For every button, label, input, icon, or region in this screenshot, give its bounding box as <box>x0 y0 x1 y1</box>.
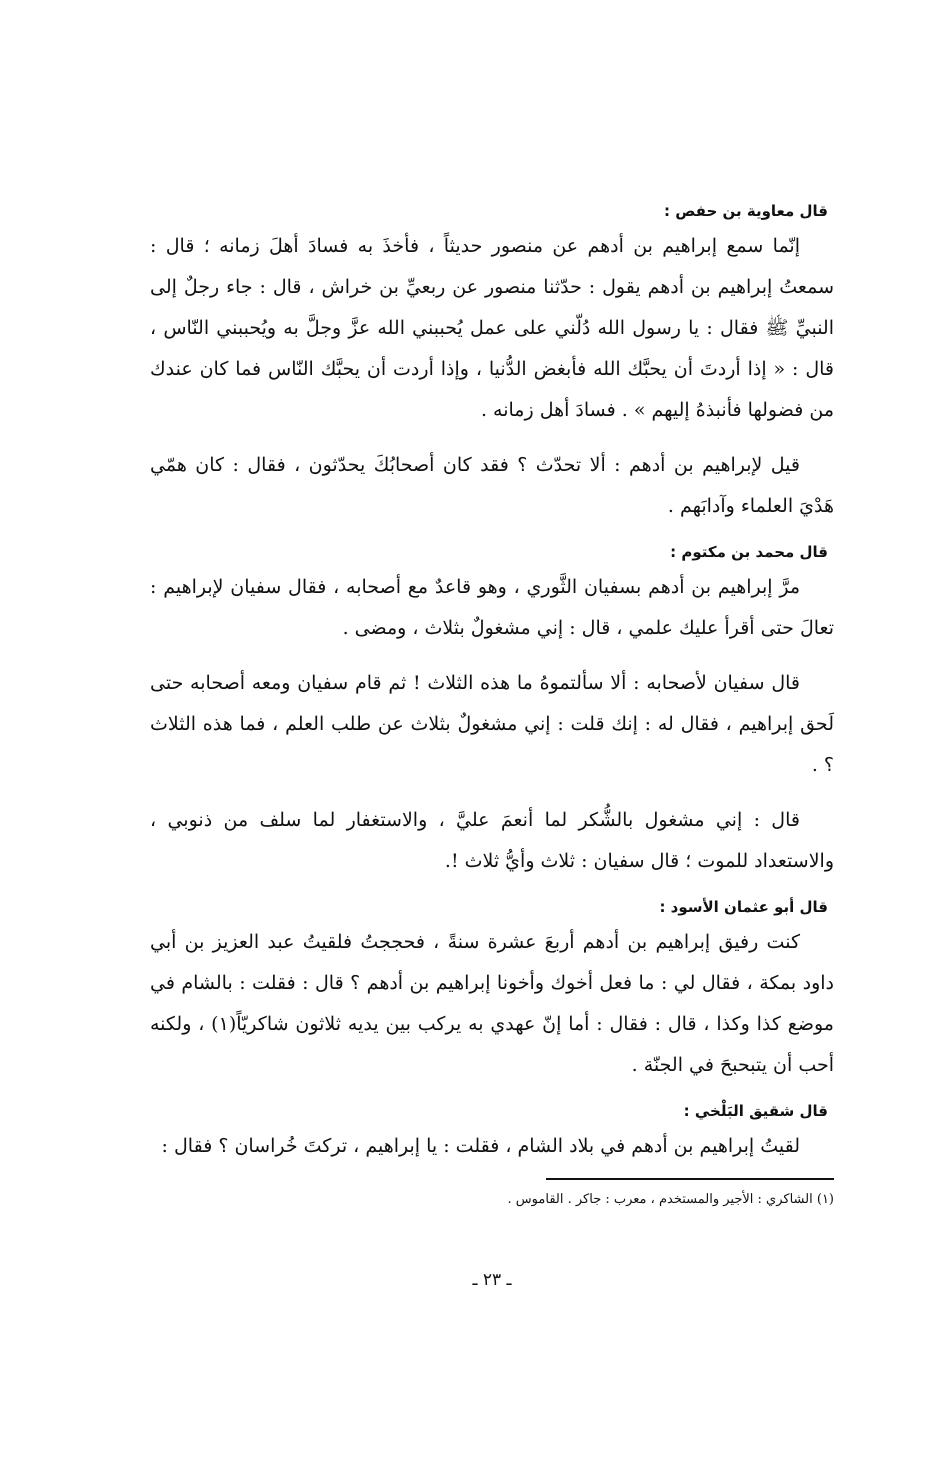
section-heading: قال شقيق البَلْخي : <box>683 1102 828 1120</box>
paragraph: كنت رفيق إبراهيم بن أدهم أربعَ عشرة سنةً ، فحججتُ فلقيتُ عبد العزيز بن أبي داود بمكة ، فقال لي : ما فعل أخوك وأخونا إبراهيم بن أدهم ؟ قال : فقلت : بالشام في موضع كذا وكذا ، قال : فقال : أما إنّ عهدي به يركب بين يديه ثلاثون شاكريّاً(١) ، ولكنه أحب أن يتبحبحَ في الجنّة . <box>150 931 834 1076</box>
section-muawiya <box>150 200 834 527</box>
section-muhammad <box>150 541 834 882</box>
paragraph: مرَّ إبراهيم بن أدهم بسفيان الثَّوري ، وهو قاعدٌ مع أصحابه ، فقال سفيان لإبراهيم : تعالَ حتى أقرأ عليك علمي ، قال : إني مشغولٌ بثلاث ، ومضى . <box>150 576 834 639</box>
section-heading: قال معاوية بن حفص : <box>664 202 828 220</box>
footnote: (١) الشاكري : الأجير والمستخدم ، معرب : جاكر . القاموس . <box>507 1192 834 1207</box>
paragraph: قال سفيان لأصحابه : ألا سألتموهُ ما هذه الثلاث ! ثم قام سفيان ومعه أصحابه حتى لَحق إبراهيم ، فقال له : إنك قلت : إني مشغولٌ بثلاث عن طلب العلم ، فما هذه الثلاث ؟ . <box>150 672 834 776</box>
paragraph: إنّما سمع إبراهيم بن أدهم عن منصور حديثاً ، فأخذَ به فسادَ أهلَ زمانه ؛ قال : سمعتُ إبراهيم بن أدهم يقول : حدّثنا منصور عن ربعيِّ بن خراش ، قال : جاء رجلٌ إلى النبيِّ ﷺ فقال : يا رسول الله دُلّني على عمل يُحببني الله عزَّ وجلَّ به ويُحببني النّاس ، قال : « إذا أردتَ أن يحبَّك الله فأبغض الدُّنيا ، وإذا أردت أن يحبَّك النّاس فما كان عندك من فضولها فأنبذهُ إليهم » . فسادَ أهل زمانه . <box>150 235 834 421</box>
paragraph: قال : إني مشغول بالشُّكر لما أنعمَ عليَّ ، والاستغفار لما سلف من ذنوبي ، والاستعداد للموت ؛ قال سفيان : ثلاث وأيُّ ثلاث !. <box>150 809 834 872</box>
paragraph: لقيتُ إبراهيم بن أدهم في بلاد الشام ، فقلت : يا إبراهيم ، تركتَ خُراسان ؟ فقال : <box>161 1135 800 1157</box>
section-heading: قال محمد بن مكتوم : <box>670 543 828 561</box>
section-abu-uthman <box>150 896 834 1086</box>
book-page <box>150 200 834 1440</box>
footnote-divider <box>546 1178 834 1180</box>
section-shaqiq <box>150 1100 834 1167</box>
paragraph: قيل لإبراهيم بن أدهم : ألا تحدّث ؟ فقد كان أصحابُكَ يحدّثون ، فقال : كان همّي هَدْيَ العلماء وآدابَهم . <box>150 454 834 517</box>
section-heading: قال أبو عثمان الأسود : <box>659 898 828 916</box>
page-number: ـ ٢٣ ـ <box>472 1270 512 1290</box>
